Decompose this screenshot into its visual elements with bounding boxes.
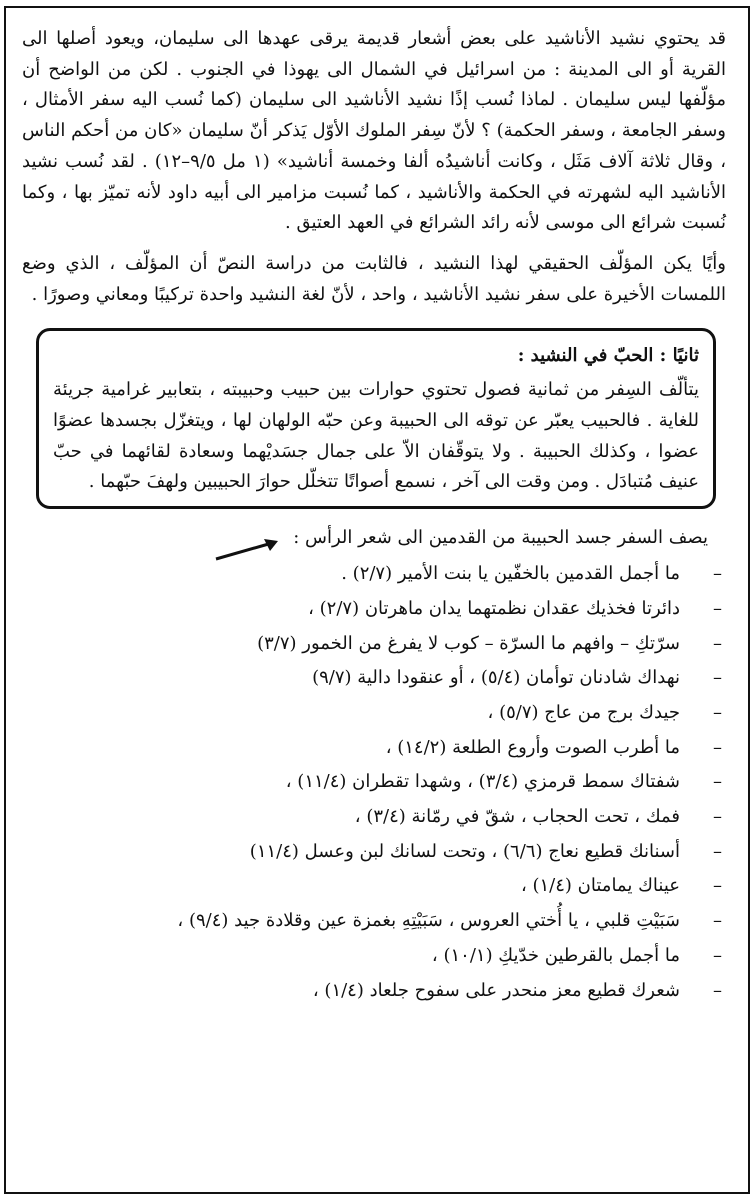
list-item: [22, 765, 722, 800]
verse-text: سَبَيْتِ قلبي ، يا أُختي العروس ، سَبَيْتِهِ بغمزة عين وقلادة جيد (٩/٤) ،: [177, 910, 680, 932]
verses-intro: [22, 523, 708, 553]
list-item: [22, 731, 722, 766]
dash-marker: –: [713, 597, 722, 619]
list-item: [22, 869, 722, 904]
verse-text: سرّتكِ – وافهم ما السرّة – كوب لا يفرغ من الخمور (٣/٧): [257, 632, 680, 654]
verse-text: دائرتا فخذيك عقدان نظمتهما يدان ماهرتان (٢/٧) ،: [308, 597, 680, 619]
verse-text: فمك ، تحت الحجاب ، شقّ في رمّانة (٣/٤) ،: [354, 806, 680, 828]
dash-marker: –: [713, 806, 722, 828]
dash-marker: –: [713, 979, 722, 1001]
dash-marker: –: [713, 632, 722, 654]
paragraph-authorship: قد يحتوي نشيد الأناشيد على بعض أشعار قديمة يرقى عهدها الى سليمان، ويعود أصلها الى القرية أو الى المدينة : من اسرائيل في الشمال الى يهوذا في الجنوب . لكن من الواضح أن مؤلّفها ليس سليمان . لماذا نُسب إذًا نشيد الأناشيد الى سليمان (كما نُسب اليه سفر الأمثال ، وسفر الجامعة ، وسفر الحكمة) ؟ لأنّ سِفر الملوك الأوّل يَذكر أنّ سليمان «كان من أحكم الناس ، وقال ثلاثة آلاف مَثَل ، وكانت أناشيدُه ألفا وخمسة أناشيد» (١ مل ٩/٥–١٢) . لقد نُسب نشيد الأناشيد اليه لشهرته في الحكمة والأناشيد ، كما نُسبت مزامير الى أبيه داود لأنه تميّز بها ، وكما نُسبت شرائع الى موسى لأنه رائد الشرائع في العهد العتيق .: [22, 28, 727, 234]
section-box-love: [36, 328, 716, 509]
arrow-icon: [212, 537, 282, 563]
list-item: [22, 592, 722, 627]
verse-text: أسنانك قطيع نعاج (٦/٦) ، وتحت لسانك لبن وعسل (١١/٤): [249, 840, 680, 862]
section-box-text: يتألّف السِفر من ثمانية فصول تحتوي حوارات بين حبيب وحبيبته ، بتعابير غرامية جريئة للغاية . فالحبيب يعبّر عن توقه الى الحبيبة وعن حبّه الولهان لها ، ويتغزّل بجسدها عضوًا عضوا ، وكذلك الحبيبة . ولا يتوقّفان الاّ على جمال جسَديْهما وسعادة لقائهما في حبّ عنيف مُتبادَل . ومن وقت الى آخر ، نسمع أصواتًا تتخلّل حوارَ الحبيبين ولهفَ حبّهما .: [53, 379, 699, 493]
dash-marker: –: [713, 771, 722, 793]
verse-text: ما أجمل بالقرطين خدّيكِ (١٠/١) ،: [431, 944, 680, 966]
paragraph-author-unity: وأيًا يكن المؤلّف الحقيقي لهذا النشيد ، فالثابت من دراسة النصّ أن المؤلّف ، الذي وضع اللمسات الأخيرة على سفر نشيد الأناشيد ، واحد ، لأنّ لغة النشيد واحدة تركيبًا ومعاني وصورًا .: [22, 252, 726, 305]
list-item: [22, 661, 722, 696]
list-item: [22, 696, 722, 731]
verse-text: شفتاك سمط قرمزي (٣/٤) ، وشهدا تقطران (١١/٤) ،: [285, 771, 680, 793]
dash-marker: –: [713, 563, 722, 585]
verse-text: نهداك شادنان توأمان (٥/٤) ، أو عنقودا دالية (٩/٧): [312, 667, 680, 689]
list-item: [22, 800, 722, 835]
document-page: [22, 24, 726, 1184]
verse-text: شعرك قطيع معز منحدر على سفوح جلعاد (١/٤) ،: [312, 979, 680, 1001]
list-item: [22, 939, 722, 974]
dash-marker: –: [713, 944, 722, 966]
list-item: [22, 835, 722, 870]
verse-text: ما أجمل القدمين بالخفّين يا بنت الأمير (٢/٧) .: [341, 563, 680, 585]
verse-text: عيناك يمامتان (١/٤) ،: [520, 875, 680, 897]
section-heading: ثانيًا : الحبّ في النشيد :: [517, 345, 699, 367]
verse-text: ما أطرب الصوت وأروع الطلعة (١٤/٢) ،: [385, 736, 680, 758]
dash-marker: –: [713, 667, 722, 689]
list-item: [22, 627, 722, 662]
verses-intro-text: يصف السفر جسد الحبيبة من القدمين الى شعر الرأس :: [293, 527, 708, 549]
list-item: [22, 557, 722, 592]
dash-marker: –: [713, 736, 722, 758]
dash-marker: –: [713, 875, 722, 897]
verse-text: جيدك برج من عاج (٥/٧) ،: [487, 701, 680, 723]
list-item: [22, 904, 722, 939]
dash-marker: –: [713, 910, 722, 932]
dash-marker: –: [713, 701, 722, 723]
verse-list: [22, 557, 726, 1008]
list-item: [22, 974, 722, 1009]
dash-marker: –: [713, 840, 722, 862]
